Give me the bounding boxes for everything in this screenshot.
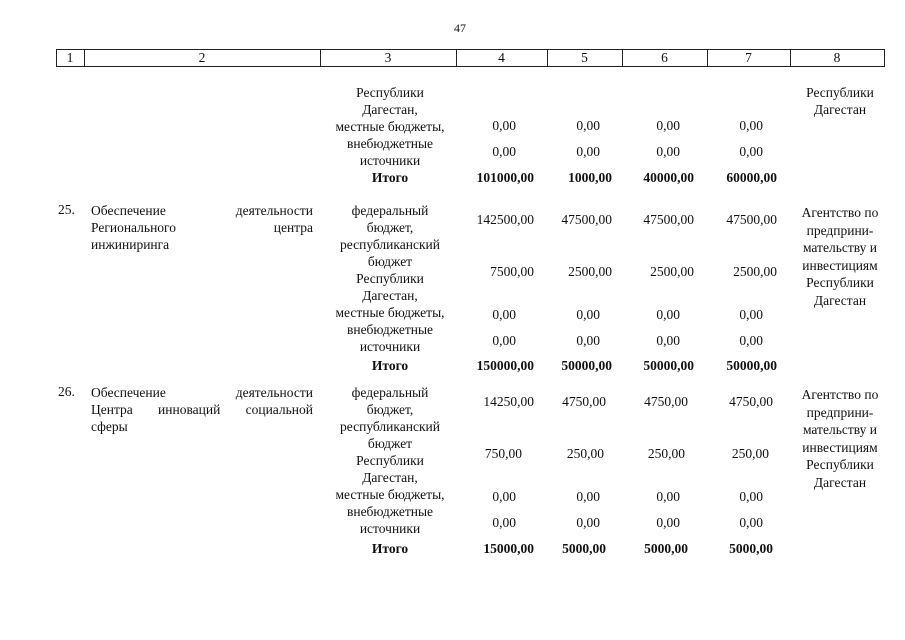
republic-col4: 7500,00 bbox=[490, 264, 534, 279]
table-header-row bbox=[56, 49, 885, 67]
federal-col6: 4750,00 bbox=[644, 394, 688, 409]
source-line: бюджет bbox=[367, 254, 413, 269]
executor-line: Республики bbox=[806, 85, 874, 100]
source-line: местные бюджеты, bbox=[335, 305, 445, 320]
local-col5: 0,00 bbox=[576, 307, 600, 322]
federal-col4: 142500,00 bbox=[476, 212, 534, 227]
itogo-col7: 60000,00 bbox=[726, 170, 777, 185]
measure-name bbox=[91, 202, 313, 253]
itogo-label: Итого bbox=[371, 358, 409, 373]
executor-line: Республики bbox=[806, 275, 874, 290]
local-col4: 0,00 bbox=[492, 307, 516, 322]
col-header-4: 4 bbox=[498, 50, 505, 65]
itogo-col4: 101000,00 bbox=[476, 170, 534, 185]
executor-line: инвестициям bbox=[802, 439, 878, 455]
republic-col6: 2500,00 bbox=[650, 264, 694, 279]
federal-col7: 47500,00 bbox=[726, 212, 777, 227]
itogo-col4: 150000,00 bbox=[476, 358, 534, 373]
republic-col7: 2500,00 bbox=[733, 264, 777, 279]
source-line: Республики bbox=[356, 271, 424, 286]
federal-col5: 4750,00 bbox=[562, 394, 606, 409]
federal-col6: 47500,00 bbox=[643, 212, 694, 227]
federal-col5: 47500,00 bbox=[561, 212, 612, 227]
extra-col6: 0,00 bbox=[656, 515, 680, 530]
itogo-col6: 50000,00 bbox=[643, 358, 694, 373]
source-line: источники bbox=[359, 339, 421, 354]
extra-col4: 0,00 bbox=[492, 333, 516, 348]
funding-source-cell bbox=[320, 202, 460, 355]
source-line: Республики bbox=[356, 85, 424, 100]
source-line: местные бюджеты, bbox=[335, 487, 445, 502]
extra-col7: 0,00 bbox=[739, 144, 763, 159]
source-line: Республики bbox=[356, 453, 424, 468]
extra-col7: 0,00 bbox=[739, 333, 763, 348]
local-col6: 0,00 bbox=[656, 307, 680, 322]
local-col7: 0,00 bbox=[739, 118, 763, 133]
executor-cell bbox=[794, 84, 886, 118]
extra-col4: 0,00 bbox=[492, 144, 516, 159]
source-line: федеральный bbox=[351, 385, 429, 400]
extra-col6: 0,00 bbox=[656, 144, 680, 159]
republic-col5: 2500,00 bbox=[568, 264, 612, 279]
source-line: республиканский bbox=[340, 237, 440, 252]
executor-line: мательству и bbox=[802, 422, 878, 437]
local-col7: 0,00 bbox=[739, 489, 763, 504]
funding-source-cell bbox=[320, 84, 460, 169]
itogo-col6: 40000,00 bbox=[643, 170, 694, 185]
extra-col5: 0,00 bbox=[576, 333, 600, 348]
source-line: источники bbox=[359, 521, 421, 536]
executor-line: мательству и bbox=[802, 240, 878, 255]
source-line: Дагестан, bbox=[362, 288, 418, 303]
col-header-8: 8 bbox=[833, 50, 841, 65]
row-number: 26. bbox=[58, 384, 75, 399]
local-col5: 0,00 bbox=[576, 118, 600, 133]
name-line: Обеспечение деятельности bbox=[91, 203, 313, 218]
name-line: сферы bbox=[91, 419, 128, 434]
executor-line: предприни- bbox=[806, 222, 874, 238]
executor-line: Дагестан bbox=[813, 102, 867, 117]
republic-col4: 750,00 bbox=[484, 446, 522, 461]
measure-name bbox=[91, 384, 313, 435]
source-line: внебюджетные bbox=[346, 322, 434, 337]
executor-line: предприни- bbox=[806, 404, 874, 420]
itogo-col4: 15000,00 bbox=[483, 541, 534, 556]
col-header-3: 3 bbox=[384, 50, 392, 65]
republic-col5: 250,00 bbox=[566, 446, 604, 461]
executor-line: Агентство по bbox=[801, 205, 879, 220]
extra-col7: 0,00 bbox=[739, 515, 763, 530]
executor-cell bbox=[794, 386, 886, 491]
local-col6: 0,00 bbox=[656, 118, 680, 133]
local-col4: 0,00 bbox=[492, 118, 516, 133]
itogo-col5: 50000,00 bbox=[561, 358, 612, 373]
source-line: внебюджетные bbox=[346, 504, 434, 519]
itogo-col7: 5000,00 bbox=[729, 541, 773, 556]
extra-col5: 0,00 bbox=[576, 144, 600, 159]
local-col7: 0,00 bbox=[739, 307, 763, 322]
executor-line: Республики bbox=[806, 457, 874, 472]
source-line: Дагестан, bbox=[362, 470, 418, 485]
extra-col4: 0,00 bbox=[492, 515, 516, 530]
source-line: Дагестан, bbox=[362, 102, 418, 117]
executor-line: Агентство по bbox=[801, 387, 879, 402]
col-header-5: 5 bbox=[581, 50, 588, 65]
extra-col5: 0,00 bbox=[576, 515, 600, 530]
extra-col6: 0,00 bbox=[656, 333, 680, 348]
source-line: федеральный bbox=[351, 203, 429, 218]
col-header-7: 7 bbox=[745, 50, 752, 65]
itogo-col7: 50000,00 bbox=[726, 358, 777, 373]
name-line: Регионального центра bbox=[91, 220, 313, 235]
source-line: бюджет, bbox=[366, 402, 414, 417]
federal-col7: 4750,00 bbox=[729, 394, 773, 409]
itogo-col5: 1000,00 bbox=[568, 170, 612, 185]
itogo-col6: 5000,00 bbox=[644, 541, 688, 556]
source-line: республиканский bbox=[340, 419, 440, 434]
local-col6: 0,00 bbox=[656, 489, 680, 504]
local-col4: 0,00 bbox=[492, 489, 516, 504]
row-number: 25. bbox=[58, 202, 75, 217]
federal-col4: 14250,00 bbox=[483, 394, 534, 409]
col-header-1: 1 bbox=[66, 50, 74, 65]
name-line: Обеспечение деятельности bbox=[91, 385, 313, 400]
name-line: инжиниринга bbox=[91, 237, 170, 252]
source-line: местные бюджеты, bbox=[335, 119, 445, 134]
source-line: источники bbox=[359, 153, 421, 168]
executor-line: Дагестан bbox=[813, 474, 867, 490]
local-col5: 0,00 bbox=[576, 489, 600, 504]
source-line: бюджет, bbox=[366, 220, 414, 235]
executor-line: инвестициям bbox=[802, 257, 878, 273]
page-number: 47 bbox=[454, 21, 466, 35]
republic-col6: 250,00 bbox=[647, 446, 685, 461]
source-line: бюджет bbox=[367, 436, 413, 451]
itogo-label: Итого bbox=[371, 170, 409, 185]
executor-line: Дагестан bbox=[813, 292, 867, 308]
col-header-6: 6 bbox=[661, 50, 668, 65]
name-line: Центра инноваций социальной bbox=[91, 402, 313, 417]
funding-source-cell bbox=[320, 384, 460, 537]
itogo-col5: 5000,00 bbox=[562, 541, 606, 556]
col-header-2: 2 bbox=[198, 50, 206, 65]
executor-cell bbox=[794, 204, 886, 309]
source-line: внебюджетные bbox=[346, 136, 434, 151]
republic-col7: 250,00 bbox=[731, 446, 769, 461]
itogo-label: Итого bbox=[371, 541, 409, 556]
